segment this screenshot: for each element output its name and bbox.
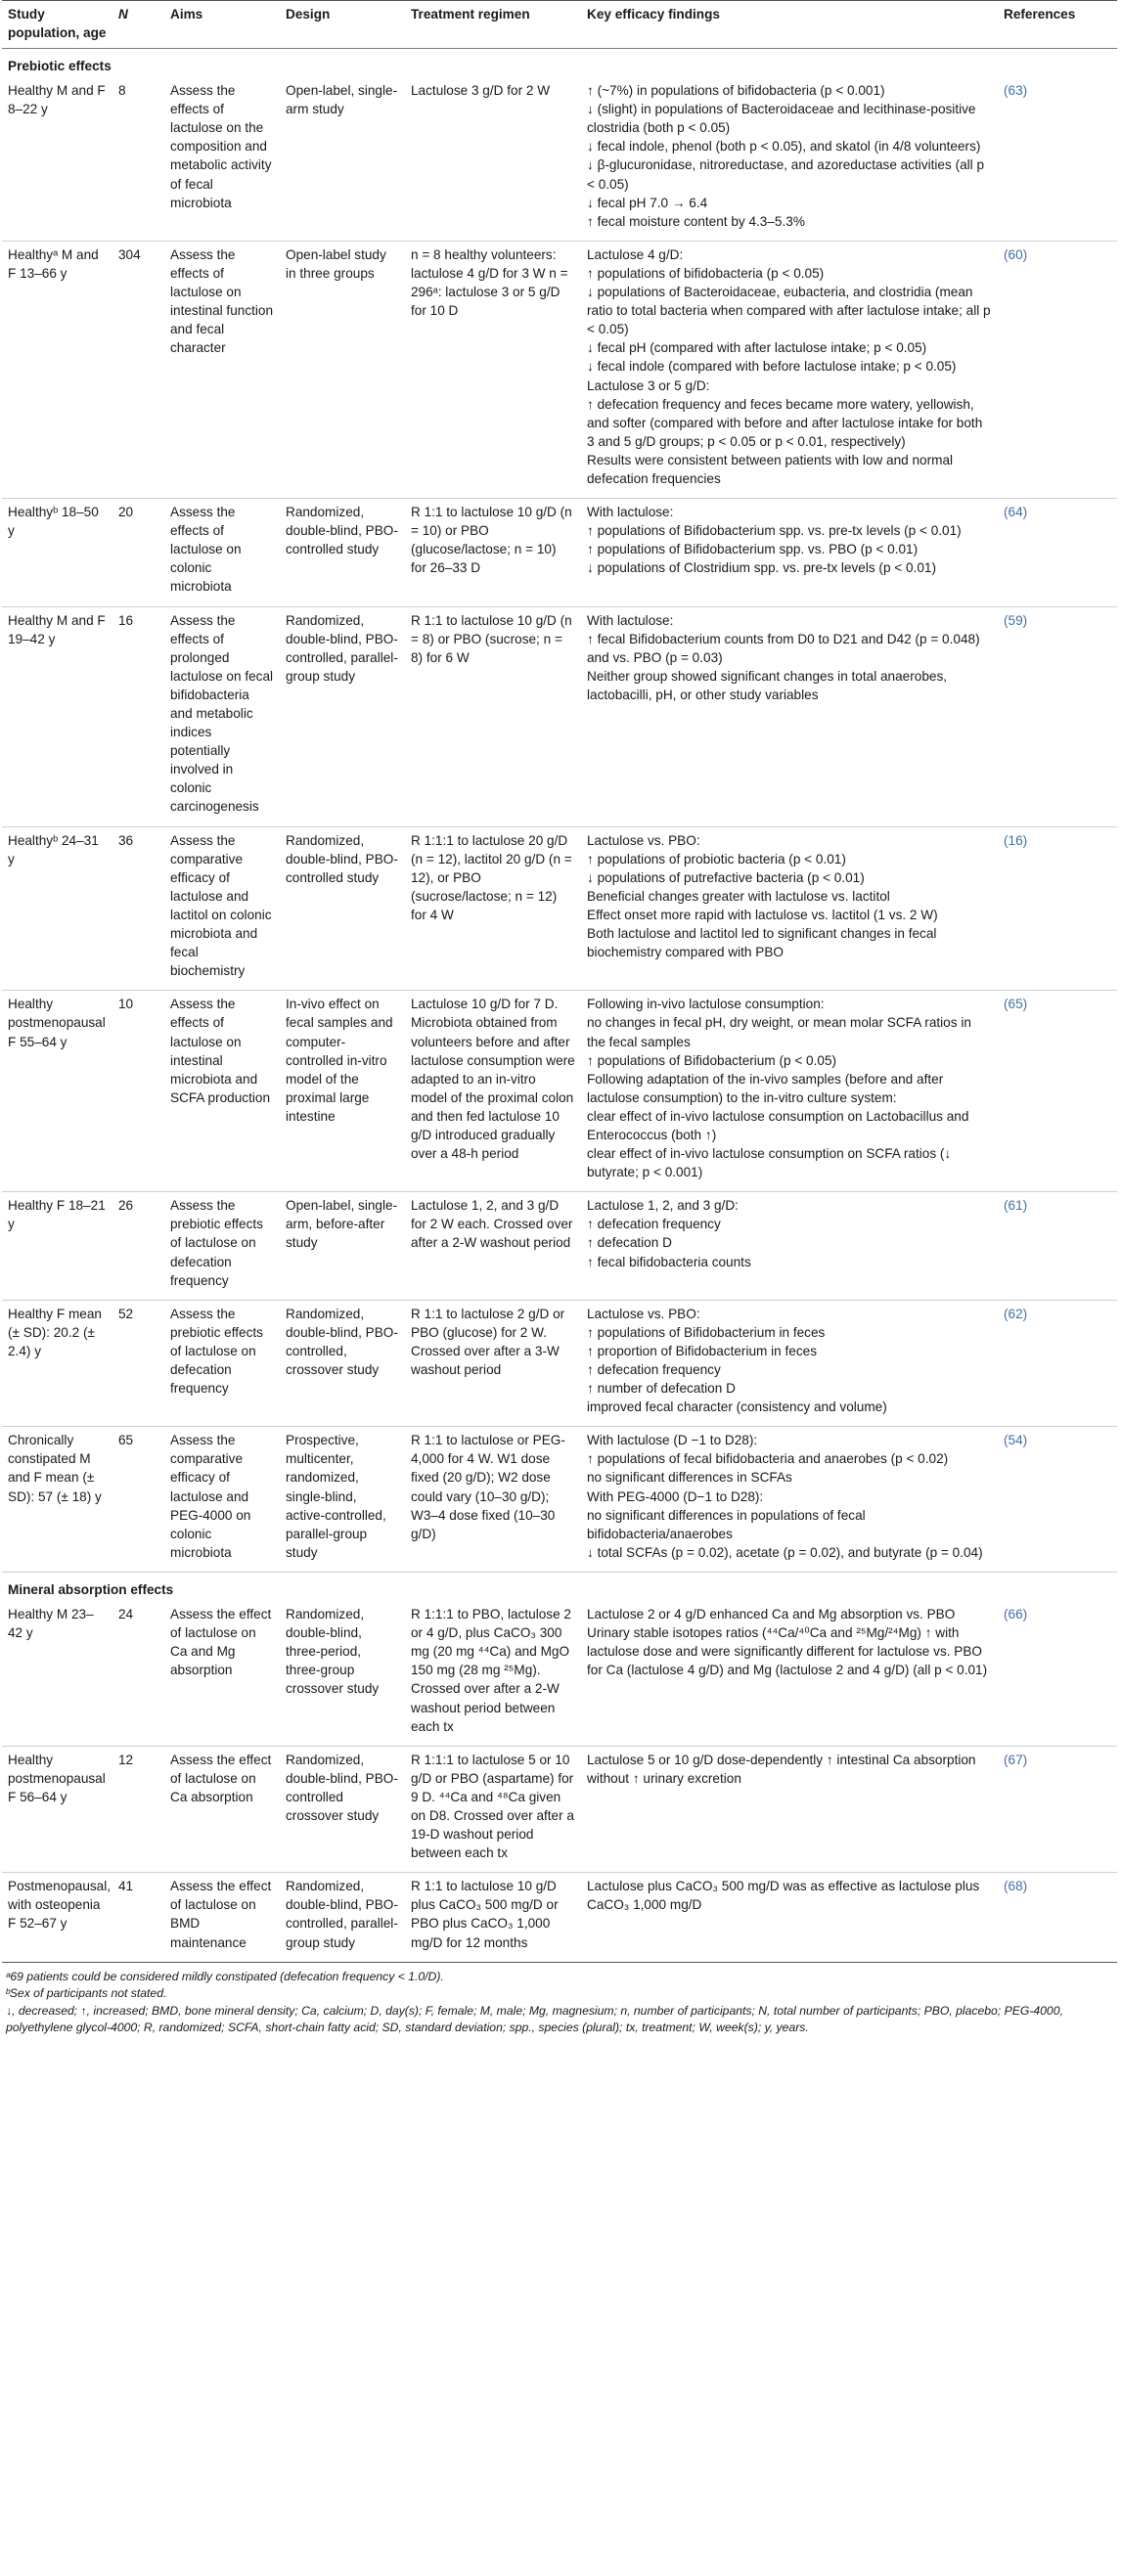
findings-cell (581, 1427, 998, 1573)
aims-cell: Assess the comparative efficacy of lactulose and lactitol on colonic microbiota and fecal biochemistry (164, 826, 280, 991)
population-cell: Healthyᵃ M and F 13–66 y (2, 241, 112, 498)
design-cell: Randomized, double-blind, PBO-controlled, crossover study (280, 1300, 405, 1427)
finding-line: Both lactulose and lactitol led to significant changes in fecal biochemistry compared with PBO (587, 926, 937, 960)
reference-link[interactable]: (61) (998, 1192, 1117, 1300)
finding-line: Following adaptation of the in-vivo samples (before and after lactulose consumption) to the in-vitro culture system: (587, 1071, 944, 1105)
aims-cell: Assess the effect of lactulose on BMD maintenance (164, 1873, 280, 1962)
findings-cell (581, 1192, 998, 1300)
regimen-cell: R 1:1 to lactulose 10 g/D plus CaCO₃ 500 mg/D or PBO plus CaCO₃ 1,000 mg/D for 12 months (405, 1873, 581, 1962)
n-cell: 36 (112, 826, 164, 991)
finding-line: ↓ fecal indole, phenol (both p < 0.05), and skatol (in 4/8 volunteers) (587, 139, 981, 155)
studies-table (2, 0, 1117, 1963)
finding-line: improved fecal character (consistency and volume) (587, 1399, 887, 1415)
n-cell: 12 (112, 1746, 164, 1873)
finding-line: Lactulose 3 or 5 g/D: (587, 378, 710, 393)
regimen-cell: Lactulose 10 g/D for 7 D. Microbiota obtained from volunteers before and after lactulose consumption were adapted to an in-vitro model of the proximal colon and then fed lactulose 10 g/D introduced gradually over a 48-h period (405, 991, 581, 1192)
finding-line: ↑ populations of bifidobacteria (p < 0.05) (587, 265, 825, 281)
table-row (2, 991, 1117, 1192)
design-cell: Randomized, double-blind, PBO-controlled study (280, 499, 405, 606)
finding-line: ↑ populations of fecal bifidobacteria and anaerobes (p < 0.02) (587, 1451, 949, 1467)
finding-line: Effect onset more rapid with lactulose vs. lactitol (1 vs. 2 W) (587, 907, 938, 922)
finding-line: clear effect of in-vivo lactulose consumption on SCFA ratios (↓ butyrate; p < 0.001) (587, 1146, 952, 1180)
population-cell: Healthy F 18–21 y (2, 1192, 112, 1300)
finding-line: ↑ defecation D (587, 1235, 672, 1251)
reference-link[interactable]: (62) (998, 1300, 1117, 1427)
finding-line: ↑ defecation frequency and feces became more watery, yellowish, and softer (compared with before and after lactulose intake for both 3 and 5 g/D groups; p < 0.05 or p < 0.01, respectively) (587, 396, 983, 449)
finding-line: ↑ (~7%) in populations of bifidobacteria (p < 0.001) (587, 83, 885, 99)
section-title: Prebiotic effects (8, 59, 112, 73)
n-cell: 26 (112, 1192, 164, 1300)
table-row (2, 1746, 1117, 1873)
design-cell: Open-label study in three groups (280, 241, 405, 498)
table-row (2, 241, 1117, 498)
finding-line: With lactulose: (587, 612, 674, 628)
aims-cell: Assess the effect of lactulose on Ca absorption (164, 1746, 280, 1873)
footnote-abbreviations: ↓, decreased; ↑, increased; BMD, bone mineral density; Ca, calcium; D, day(s); F, female; M, male; Mg, magnesium; n, number of participants; N, total number of participants; PBO, placebo; PEG-4000, polyethylene glycol-4000; R, randomized; SCFA, short-chain fatty acid; SD, standard deviation; spp., species (plural); tx, treatment; W, week(s); y, years. (6, 2003, 1063, 2035)
finding-line: Lactulose vs. PBO: (587, 832, 700, 848)
table-row (2, 606, 1117, 826)
reference-link[interactable]: (64) (998, 499, 1117, 606)
finding-line: ↑ number of defecation D (587, 1381, 736, 1397)
finding-line: ↓ fecal pH 7.0 → 6.4 (587, 195, 708, 210)
regimen-cell: R 1:1 to lactulose 10 g/D (n = 10) or PBO (glucose/lactose; n = 10) for 26–33 D (405, 499, 581, 606)
table-row (2, 499, 1117, 606)
findings-cell (581, 826, 998, 991)
finding-line: Lactulose 2 or 4 g/D enhanced Ca and Mg absorption vs. PBO Urinary stable isotopes ratios (⁴⁴Ca/⁴⁰Ca and ²⁵Mg/²⁴Mg) ↑ with lactulose dose and were significantly different for lactulose vs. PBO for Ca (lactulose 4 g/D) and Mg (lactulose 2 and 4 g/D) (all p < 0.01) (587, 1607, 988, 1678)
footnote-b: ᵇSex of participants not stated. (6, 1986, 167, 2001)
design-cell: Open-label, single-arm study (280, 77, 405, 241)
finding-line: Lactulose 4 g/D: (587, 246, 684, 262)
finding-line: ↑ fecal moisture content by 4.3–5.3% (587, 213, 805, 229)
population-cell: Healthy M and F 8–22 y (2, 77, 112, 241)
population-cell: Healthy postmenopausal F 55–64 y (2, 991, 112, 1192)
aims-cell: Assess the effects of lactulose on intestinal microbiota and SCFA production (164, 991, 280, 1192)
aims-cell: Assess the effects of lactulose on intestinal function and fecal character (164, 241, 280, 498)
finding-line: ↑ populations of Bifidobacterium in feces (587, 1324, 826, 1340)
aims-cell: Assess the effects of lactulose on the composition and metabolic activity of fecal microbiota (164, 77, 280, 241)
finding-line: With PEG-4000 (D−1 to D28): (587, 1488, 764, 1504)
design-cell: Randomized, double-blind, PBO-controlled study (280, 826, 405, 991)
regimen-cell: R 1:1:1 to lactulose 20 g/D (n = 12), lactitol 20 g/D (n = 12), or PBO (sucrose/lactose; n = 12) for 4 W (405, 826, 581, 991)
finding-line: With lactulose (D −1 to D28): (587, 1433, 758, 1448)
finding-line: With lactulose: (587, 505, 674, 520)
col-header-population: Study population, age (2, 1, 112, 49)
population-cell: Healthy postmenopausal F 56–64 y (2, 1746, 112, 1873)
finding-line: ↑ proportion of Bifidobacterium in feces (587, 1343, 817, 1358)
aims-cell: Assess the prebiotic effects of lactulose on defecation frequency (164, 1300, 280, 1427)
regimen-cell: Lactulose 3 g/D for 2 W (405, 77, 581, 241)
reference-link[interactable]: (54) (998, 1427, 1117, 1573)
finding-line: no changes in fecal pH, dry weight, or mean molar SCFA ratios in the fecal samples (587, 1015, 971, 1049)
finding-line: ↓ β-glucuronidase, nitroreductase, and azoreductase activities (all p < 0.05) (587, 157, 985, 192)
table-row (2, 1601, 1117, 1746)
population-cell: Healthy F mean (± SD): 20.2 (± 2.4) y (2, 1300, 112, 1427)
finding-line: Lactulose vs. PBO: (587, 1306, 700, 1321)
finding-line: ↑ populations of Bifidobacterium spp. vs. pre-tx levels (p < 0.01) (587, 523, 962, 539)
n-cell: 10 (112, 991, 164, 1192)
design-cell: Open-label, single-arm, before-after study (280, 1192, 405, 1300)
section-row-mineral (2, 1572, 1117, 1601)
findings-cell (581, 991, 998, 1192)
finding-line: Following in-vivo lactulose consumption: (587, 997, 825, 1012)
finding-line: ↓ populations of Clostridium spp. vs. pre-tx levels (p < 0.01) (587, 560, 936, 576)
col-header-aims: Aims (164, 1, 280, 49)
finding-line: ↓ populations of Bacteroidaceae, eubacteria, and clostridia (mean ratio to total bacteria when compared with after lactulose intake; all p < 0.05) (587, 285, 991, 337)
finding-line: Neither group showed significant changes in total anaerobes, lactobacilli, pH, or other study variables (587, 668, 948, 702)
section-row-prebiotic (2, 49, 1117, 78)
col-header-findings: Key efficacy findings (581, 1, 998, 49)
col-header-references: References (998, 1, 1117, 49)
table-row (2, 1192, 1117, 1300)
finding-line: ↓ (slight) in populations of Bacteroidaceae and lecithinase-positive clostridia (both p < 0.05) (587, 102, 976, 136)
design-cell: Randomized, double-blind, three-period, three-group crossover study (280, 1601, 405, 1746)
col-header-regimen: Treatment regimen (405, 1, 581, 49)
reference-link[interactable]: (66) (998, 1601, 1117, 1746)
population-cell: Healthy M and F 19–42 y (2, 606, 112, 826)
reference-link[interactable]: (60) (998, 241, 1117, 498)
finding-line: ↑ populations of Bifidobacterium spp. vs. PBO (p < 0.01) (587, 542, 919, 557)
design-cell: Randomized, double-blind, PBO-controlled, parallel-group study (280, 606, 405, 826)
design-cell: Randomized, double-blind, PBO-controlled crossover study (280, 1746, 405, 1873)
finding-line: ↑ fecal Bifidobacterium counts from D0 to D21 and D42 (p = 0.048) and vs. PBO (p = 0.03) (587, 631, 980, 665)
aims-cell: Assess the effect of lactulose on Ca and Mg absorption (164, 1601, 280, 1746)
regimen-cell: R 1:1 to lactulose or PEG-4,000 for 4 W. W1 dose fixed (20 g/D); W2 dose could vary (10–30 g/D); W3–4 dose fixed (10–30 g/D) (405, 1427, 581, 1573)
col-header-design: Design (280, 1, 405, 49)
finding-line: ↓ fecal pH (compared with after lactulose intake; p < 0.05) (587, 340, 927, 356)
finding-line: ↓ fecal indole (compared with before lactulose intake; p < 0.05) (587, 359, 957, 375)
aims-cell: Assess the effects of lactulose on colonic microbiota (164, 499, 280, 606)
regimen-cell: R 1:1:1 to PBO, lactulose 2 or 4 g/D, plus CaCO₃ 300 mg (20 mg ⁴⁴Ca) and MgO 150 mg (28 mg ²⁵Mg). Crossed over after a 2-W washout period between each tx (405, 1601, 581, 1746)
findings-cell (581, 1746, 998, 1873)
table-row (2, 77, 1117, 241)
finding-line: ↑ defecation frequency (587, 1362, 721, 1377)
finding-line: no significant differences in SCFAs (587, 1470, 792, 1486)
table-row (2, 1873, 1117, 1962)
section-title: Mineral absorption effects (8, 1581, 174, 1597)
finding-line: ↑ populations of Bifidobacterium (p < 0.05) (587, 1052, 837, 1068)
table-row (2, 1427, 1117, 1573)
regimen-cell: R 1:1 to lactulose 2 g/D or PBO (glucose) for 2 W. Crossed over after a 3-W washout period (405, 1300, 581, 1427)
n-cell: 8 (112, 77, 164, 241)
reference-link[interactable]: (65) (998, 991, 1117, 1192)
n-cell: 20 (112, 499, 164, 606)
reference-link[interactable]: (67) (998, 1746, 1117, 1873)
findings-cell (581, 241, 998, 498)
regimen-cell: n = 8 healthy volunteers: lactulose 4 g/D for 3 W n = 296ᵃ: lactulose 3 or 5 g/D for 10 D (405, 241, 581, 498)
findings-cell (581, 1601, 998, 1746)
n-cell: 65 (112, 1427, 164, 1573)
finding-line: ↑ populations of probiotic bacteria (p < 0.01) (587, 851, 846, 866)
n-cell: 24 (112, 1601, 164, 1746)
finding-line: Results were consistent between patients with low and normal defecation frequencies (587, 452, 954, 486)
footnote-a: ᵃ69 patients could be considered mildly constipated (defecation frequency < 1.0/D). (6, 1969, 444, 1983)
finding-line: ↓ total SCFAs (p = 0.02), acetate (p = 0.02), and butyrate (p = 0.04) (587, 1544, 983, 1560)
finding-line: no significant differences in populations of fecal bifidobacteria/anaerobes (587, 1507, 866, 1541)
n-cell: 304 (112, 241, 164, 498)
finding-line: Lactulose 5 or 10 g/D dose-dependently ↑ intestinal Ca absorption without ↑ urinary excretion (587, 1752, 976, 1786)
design-cell: In-vivo effect on fecal samples and computer-controlled in-vitro model of the proximal large intestine (280, 991, 405, 1192)
population-cell: Healthyᵇ 24–31 y (2, 826, 112, 991)
finding-line: ↑ fecal bifidobacteria counts (587, 1254, 751, 1269)
population-cell: Healthyᵇ 18–50 y (2, 499, 112, 606)
reference-link[interactable]: (16) (998, 826, 1117, 991)
table-row (2, 826, 1117, 991)
regimen-cell: R 1:1 to lactulose 10 g/D (n = 8) or PBO (sucrose; n = 8) for 6 W (405, 606, 581, 826)
design-cell: Prospective, multicenter, randomized, single-blind, active-controlled, parallel-group study (280, 1427, 405, 1573)
footnotes (2, 1963, 1117, 2037)
findings-cell (581, 1873, 998, 1962)
finding-line: Lactulose 1, 2, and 3 g/D: (587, 1198, 739, 1214)
finding-line: Lactulose plus CaCO₃ 500 mg/D was as effective as lactulose plus CaCO₃ 1,000 mg/D (587, 1879, 980, 1913)
reference-link[interactable]: (68) (998, 1873, 1117, 1962)
finding-line: ↓ populations of putrefactive bacteria (p < 0.01) (587, 869, 865, 885)
population-cell: Postmenopausal, with osteopenia F 52–67 y (2, 1873, 112, 1962)
finding-line: ↑ defecation frequency (587, 1217, 721, 1232)
n-cell: 16 (112, 606, 164, 826)
finding-line: Beneficial changes greater with lactulose vs. lactitol (587, 888, 890, 904)
design-cell: Randomized, double-blind, PBO-controlled, parallel-group study (280, 1873, 405, 1962)
finding-line: clear effect of in-vivo lactulose consumption on Lactobacillus and Enterococcus (both ↑) (587, 1108, 969, 1142)
population-cell: Chronically constipated M and F mean (± SD): 57 (± 18) y (2, 1427, 112, 1573)
regimen-cell: R 1:1:1 to lactulose 5 or 10 g/D or PBO (aspartame) for 9 D. ⁴⁴Ca and ⁴⁸Ca given on D8. Crossed over after a 19-D washout period between each tx (405, 1746, 581, 1873)
reference-link[interactable]: (59) (998, 606, 1117, 826)
table-row (2, 1300, 1117, 1427)
aims-cell: Assess the comparative efficacy of lactulose and PEG-4000 on colonic microbiota (164, 1427, 280, 1573)
findings-cell (581, 499, 998, 606)
aims-cell: Assess the prebiotic effects of lactulose on defecation frequency (164, 1192, 280, 1300)
aims-cell: Assess the effects of prolonged lactulose on fecal bifidobacteria and metabolic indices potentially involved in colonic carcinogenesis (164, 606, 280, 826)
findings-cell (581, 1300, 998, 1427)
findings-cell (581, 606, 998, 826)
population-cell: Healthy M 23–42 y (2, 1601, 112, 1746)
n-cell: 52 (112, 1300, 164, 1427)
regimen-cell: Lactulose 1, 2, and 3 g/D for 2 W each. Crossed over after a 2-W washout period (405, 1192, 581, 1300)
col-header-n: N (112, 1, 164, 49)
header-row (2, 1, 1117, 49)
n-cell: 41 (112, 1873, 164, 1962)
reference-link[interactable]: (63) (998, 77, 1117, 241)
findings-cell (581, 77, 998, 241)
